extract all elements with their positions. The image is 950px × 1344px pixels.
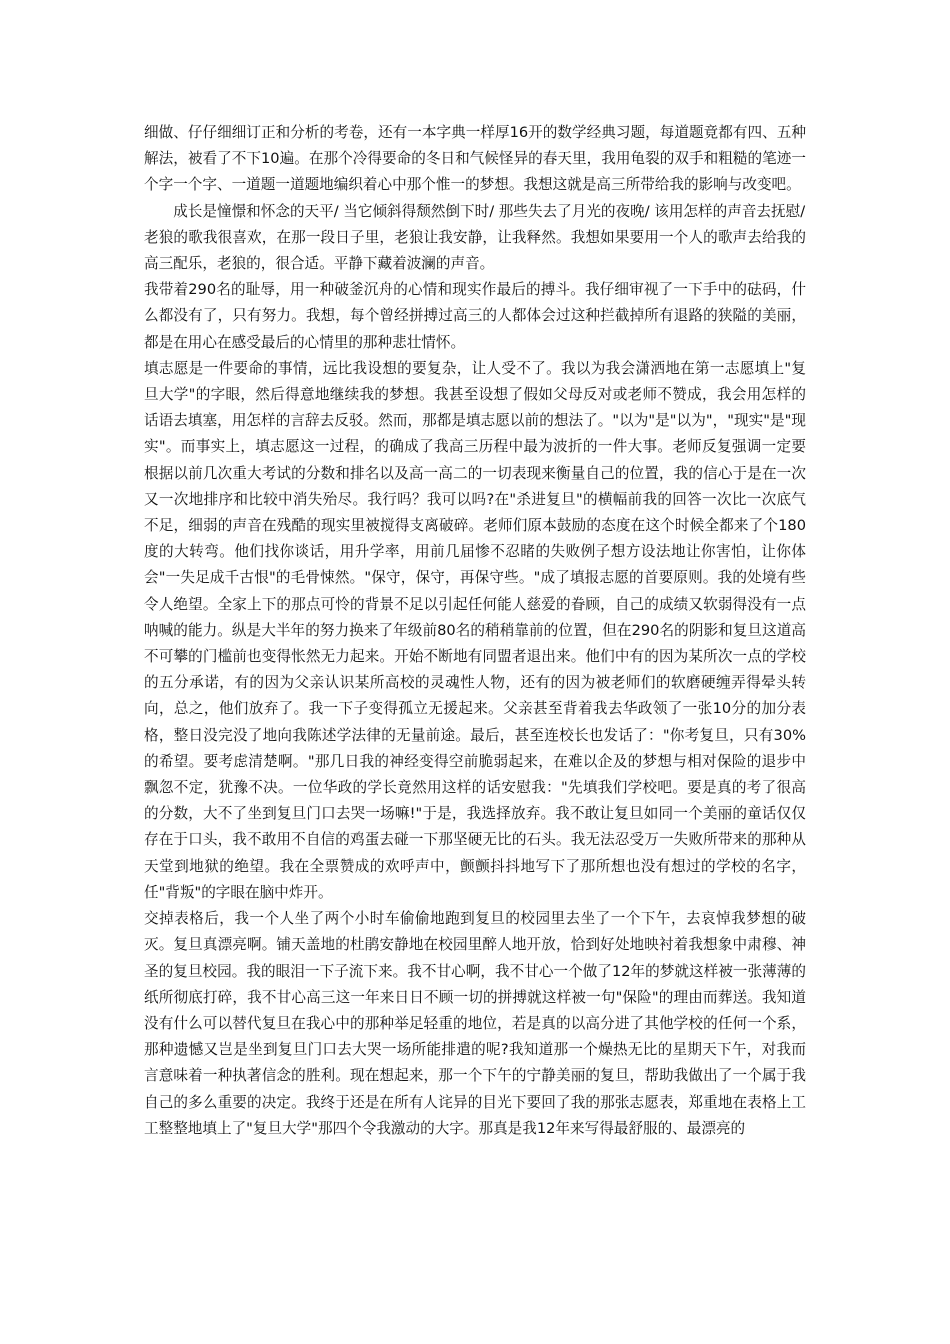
paragraph-2-lyric: 成长是憧憬和怀念的天平/ 当它倾斜得颓然倒下时/ 那些失去了月光的夜晚/ 该用怎样的声音去抚慰/ bbox=[173, 202, 806, 220]
paragraph-1: 细做、仔仔细细订正和分析的考卷，还有一本字典一样厚16开的数学经典习题，每道题竟都有四、五种解法，被看了不下10遍。在那个冷得要命的冬日和气候怪异的春天里，我用龟裂的双手和粗糙的笔迹一个字一个字、一道题一道题地编织着心中那个惟一的梦想。我想这就是高三所带给我的影响与改变吧。 bbox=[144, 124, 806, 194]
paragraph-3: 老狼的歌我很喜欢，在那一段日子里，老狼让我安静，让我释然。我想如果要用一个人的歌声去给我的高三配乐，老狼的，很合适。平静下藏着波澜的声音。 bbox=[144, 228, 806, 273]
document-body bbox=[144, 120, 806, 1142]
paragraph-6: 交掉表格后，我一个人坐了两个小时车偷偷地跑到复旦的校园里去坐了一个下午，去哀悼我梦想的破灭。复旦真漂亮啊。铺天盖地的杜鹃安静地在校园里醉人地开放，恰到好处地映衬着我想象中肃穆、神圣的复旦校园。我的眼泪一下子流下来。我不甘心啊，我不甘心一个做了12年的梦就这样被一张薄薄的纸所彻底打碎，我不甘心高三这一年来日日不顾一切的拼搏就这样被一句"保险"的理由而葬送。我知道没有什么可以替代复旦在我心中的那种举足轻重的地位，若是真的以高分进了其他学校的任何一个系，那种遗憾又岂是坐到复旦门口去大哭一场所能排遣的呢?我知道那一个燥热无比的星期天下午，对我而言意味着一种执著信念的胜利。现在想起来，那一个下午的宁静美丽的复旦，帮助我做出了一个属于我自己的多么重要的决定。我终于还是在所有人诧异的目光下要回了我的那张志愿表，郑重地在表格上工工整整地填上了"复旦大学"那四个令我激动的大字。那真是我12年来写得最舒服的、最漂亮的 bbox=[144, 910, 806, 1137]
paragraph-4: 我带着290名的耻辱，用一种破釜沉舟的心情和现实作最后的搏斗。我仔细审视了一下手中的砝码，什么都没有了，只有努力。我想，每个曾经拼搏过高三的人都体会过这种拦截掉所有退路的狭隘的美丽，都是在用心在感受最后的心情里的那种悲壮情怀。 bbox=[144, 281, 806, 351]
paragraph-5: 填志愿是一件要命的事情，远比我设想的要复杂，让人受不了。我以为我会潇洒地在第一志愿填上"复旦大学"的字眼，然后得意地继续我的梦想。我甚至设想了假如父母反对或老师不赞成，我会用怎样的话语去填塞，用怎样的言辞去反驳。然而，那都是填志愿以前的想法了。"以为"是"以为"，"现实"是"现实"。而事实上，填志愿这一过程，的确成了我高三历程中最为波折的一件大事。老师反复强调一定要根据以前几次重大考试的分数和排名以及高一高二的一切表现来衡量自己的位置，我的信心于是在一次又一次地排序和比较中消失殆尽。我行吗？我可以吗?在"杀进复旦"的横幅前我的回答一次比一次底气不足，细弱的声音在残酷的现实里被搅得支离破碎。老师们原本鼓励的态度在这个时候全都来了个180度的大转弯。他们找你谈话，用升学率，用前几届惨不忍睹的失败例子想方设法地让你害怕，让你体会"一失足成千古恨"的毛骨悚然。"保守，保守，再保守些。"成了填报志愿的首要原则。我的处境有些令人绝望。全家上下的那点可怜的背景不足以引起任何能人慈爱的眷顾，自己的成绩又软弱得没有一点呐喊的能力。纵是大半年的努力换来了年级前80名的稍稍靠前的位置，但在290名的阴影和复旦这道高不可攀的门槛前也变得怅然无力起来。开始不断地有同盟者退出来。他们中有的因为某所次一点的学校的五分承诺，有的因为父亲认识某所高校的灵魂性人物，还有的因为被老师们的软磨硬缠弄得晕头转向，总之，他们放弃了。我一下子变得孤立无援起来。父亲甚至背着我去华政领了一张10分的加分表格，整日没完没了地向我陈述学法律的无量前途。最后，甚至连校长也发话了："你考复旦，只有30%的希望。要考虑清楚啊。"那几日我的神经变得空前脆弱起来，在难以企及的梦想与相对保险的退步中飘忽不定，犹豫不决。一位华政的学长竟然用这样的话安慰我："先填我们学校吧。要是真的考了很高的分数，大不了坐到复旦门口去哭一场嘛!"于是，我选择放弃。我不敢让复旦如同一个美丽的童话仅仅存在于口头，我不敢用不自信的鸡蛋去碰一下那坚硬无比的石头。我无法忍受万一失败所带来的那种从天堂到地狱的绝望。我在全票赞成的欢呼声中，颤颤抖抖地写下了那所想也没有想过的学校的名字，任"背叛"的字眼在脑中炸开。 bbox=[144, 359, 806, 901]
